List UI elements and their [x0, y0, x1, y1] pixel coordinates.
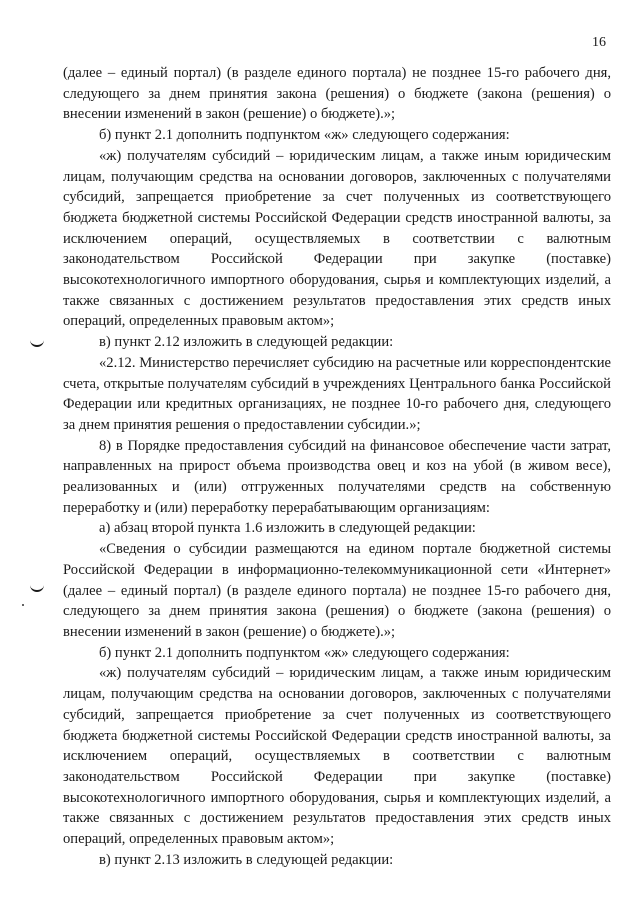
paragraph: «Сведения о субсидии размещаются на едином портале бюджетной системы Российской Федерации в информационно-телекоммуникационной сети «Интернет» (далее – единый портал) (в разделе единого портала) не позднее 15-го рабочего дня, следующего за днем принятия закона (решения) о бюджете (закона (решения) о внесении изменений в закон (решение) о бюджете).»;	[63, 541, 611, 640]
document-body	[63, 63, 611, 870]
margin-mark	[30, 582, 44, 592]
paragraph: б) пункт 2.1 дополнить подпунктом «ж» следующего содержания:	[99, 127, 510, 144]
paragraph: (далее – единый портал) (в разделе единого портала) не позднее 15-го рабочего дня, следующего за днем принятия закона (решения) о бюджете (закона (решения) о внесении изменений в закон (решение) о бюджете).»;	[63, 65, 611, 123]
paragraph: «2.12. Министерство перечисляет субсидию на расчетные или корреспондентские счета, открытые получателям субсидий в учреждениях Центрального банка Российской Федерации или кредитных организациях, не позднее 10-го рабочего дня, следующего за днем принятия решения о предоставлении субсидии.»;	[63, 354, 611, 433]
paragraph: а) абзац второй пункта 1.6 изложить в следующей редакции:	[99, 520, 476, 537]
margin-dot	[22, 604, 24, 606]
paragraph: б) пункт 2.1 дополнить подпунктом «ж» следующего содержания:	[99, 644, 510, 661]
margin-mark	[30, 337, 44, 347]
paragraph: «ж) получателям субсидий – юридическим лицам, а также иным юридическим лицам, получающим средства на основании договоров, заключенных с получателями субсидий, запрещается приобретение за счет полученных из соответствующего бюджета бюджетной системы Российской Федерации средств иностранной валюты, за исключением операций, осуществляемых в соответствии с валютным законодательством Российской Федерации при закупке (поставке) высокотехнологичного импортного оборудования, сырья и комплектующих изделий, а также связанных с достижением результатов предоставления этих средств иных операций, определенных правовым актом»;	[63, 147, 611, 330]
page-number: 16	[592, 35, 606, 50]
paragraph: в) пункт 2.13 изложить в следующей редакции:	[99, 851, 394, 868]
paragraph: «ж) получателям субсидий – юридическим лицам, а также иным юридическим лицам, получающим средства на основании договоров, заключенных с получателями субсидий, запрещается приобретение за счет полученных из соответствующего бюджета бюджетной системы Российской Федерации средств иностранной валюты, за исключением операций, осуществляемых в соответствии с валютным законодательством Российской Федерации при закупке (поставке) высокотехнологичного импортного оборудования, сырья и комплектующих изделий, а также связанных с достижением результатов предоставления этих средств иных операций, определенных правовым актом»;	[63, 665, 611, 848]
paragraph: 8) в Порядке предоставления субсидий на финансовое обеспечение части затрат, направленных на прирост объема производства овец и коз на убой (в живом весе), реализованных и (или) отгруженных получателями средств на собственную переработку и (или) переработку перерабатывающим организациям:	[63, 437, 611, 516]
paragraph: в) пункт 2.12 изложить в следующей редакции:	[99, 334, 394, 351]
